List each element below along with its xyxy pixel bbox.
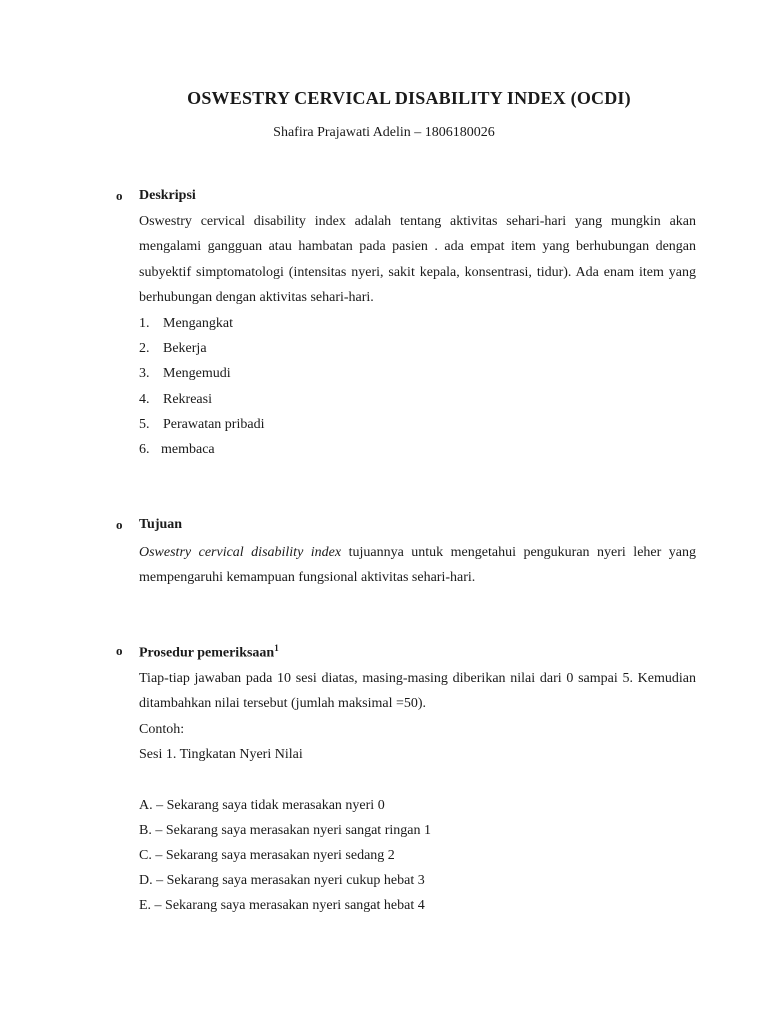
- document-title: OSWESTRY CERVICAL DISABILITY INDEX (OCDI): [187, 88, 631, 108]
- list-number: 1.: [139, 316, 150, 331]
- paragraph-text: tujuannya untuk mengetahui pengukuran nyeri leher yang mempengaruhi kemampuan fungsional aktivitas sehari-hari.: [139, 545, 696, 586]
- list-number: 4.: [139, 391, 150, 407]
- italic-term: Oswestry cervical disability index: [139, 545, 342, 560]
- footnote-marker: 1: [274, 643, 279, 653]
- section-paragraph: Oswestry cervical disability index adalah tentang aktivitas sehari-hari yang mungkin akan mengalami gangguan atau hambatan pada pasien . ada empat item yang berhubungan dengan subyektif simptomatologi (intensitas nyeri, sakit kepala, konsentrasi, tidur). Ada enam item yang berhubungan dengan aktivitas sehari-hari.: [139, 214, 696, 305]
- option-line: D. – Sekarang saya merasakan nyeri cukup hebat 3: [139, 873, 425, 888]
- list-text: Bekerja: [163, 341, 207, 357]
- author-line: Shafira Prajawati Adelin – 1806180026: [273, 125, 495, 140]
- list-text: Mengemudi: [163, 366, 231, 382]
- option-line: E. – Sekarang saya merasakan nyeri sangat hebat 4: [139, 898, 425, 913]
- list-number: 6.: [139, 441, 150, 457]
- bullet-marker: o: [116, 188, 123, 203]
- list-text: Rekreasi: [163, 391, 212, 407]
- section-paragraph: [139, 540, 696, 591]
- list-text: membaca: [161, 441, 215, 457]
- list-number: 3.: [139, 366, 150, 382]
- section-heading: Tujuan: [139, 517, 183, 532]
- list-text: Perawatan pribadi: [163, 416, 265, 432]
- bullet-marker: o: [116, 643, 123, 658]
- option-line: B. – Sekarang saya merasakan nyeri sangat ringan 1: [139, 823, 431, 838]
- section-heading: Deskripsi: [139, 188, 196, 203]
- option-line: C. – Sekarang saya merasakan nyeri sedang 2: [139, 848, 395, 863]
- example-label: Contoh:: [139, 722, 185, 737]
- section-paragraph: Tiap-tiap jawaban pada 10 sesi diatas, masing-masing diberikan nilai dari 0 sampai 5. Kemudian ditambahkan nilai tersebut (jumlah maksimal =50).: [139, 671, 696, 712]
- session-heading: Sesi 1. Tingkatan Nyeri Nilai: [139, 747, 303, 762]
- section-heading: [139, 643, 279, 662]
- bullet-marker: o: [116, 517, 123, 532]
- list-text: Mengangkat: [163, 316, 233, 331]
- option-line: A. – Sekarang saya tidak merasakan nyeri 0: [139, 798, 385, 813]
- list-number: 2.: [139, 341, 150, 357]
- heading-text: Prosedur pemeriksaan: [139, 645, 275, 661]
- list-number: 5.: [139, 416, 150, 432]
